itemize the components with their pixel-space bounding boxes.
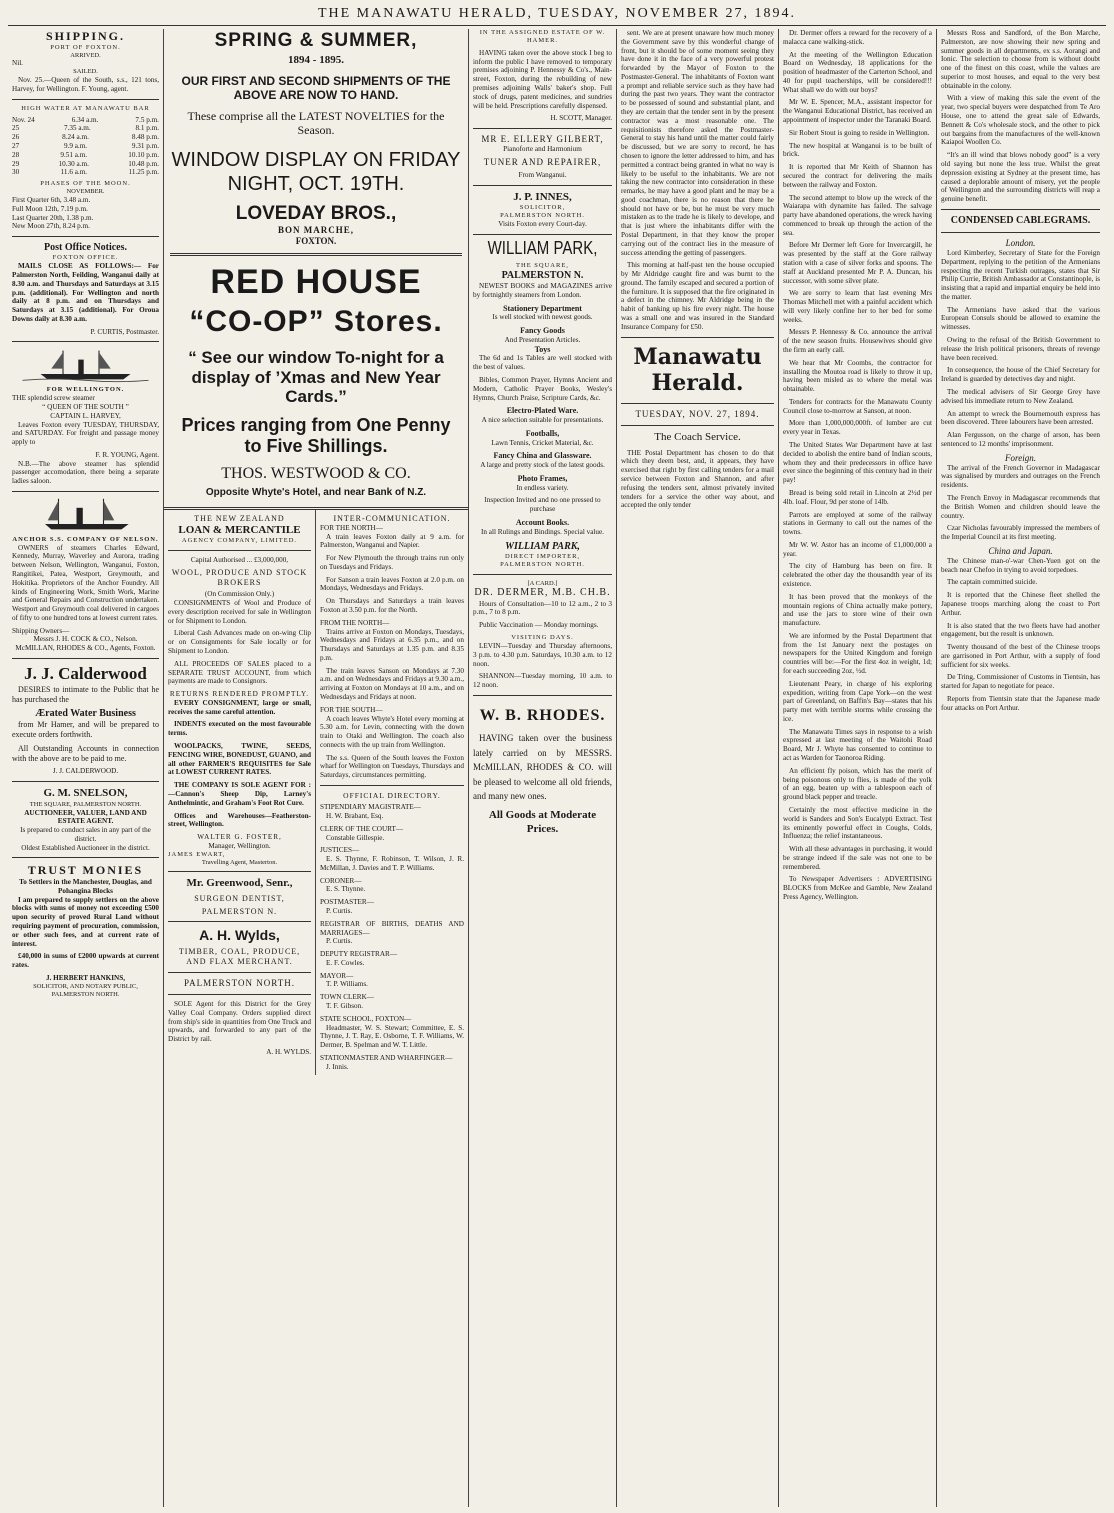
london-1: Lord Kimberley, Secretary of State for the Foreign Department, replying to the petition of the Armenians respecting the recent Turkish outrages, states that Sir Philip Currie, British Ambassador at Constantinople, is insisting that a rapid and impartial enquiry be held into the matter. bbox=[941, 249, 1100, 301]
wylds-text: SOLE Agent for this District for the Grey Valley Coal Company. Orders supplied direct from ship's side in quantities from One Truck and upwards, and forwarded to any part of the District by rail. bbox=[168, 999, 311, 1044]
calderwood-text: DESIRES to intimate to the Public that he has purchased the bbox=[12, 684, 159, 704]
loan-comm: (On Commission Only.) bbox=[204, 590, 275, 599]
directory-office: DEPUTY REGISTRAR— bbox=[320, 950, 398, 959]
column-1 bbox=[8, 29, 164, 1507]
park-6: DIRECT IMPORTER, bbox=[504, 552, 581, 560]
tide-cell: 11.25 p.m. bbox=[128, 168, 159, 177]
inter-south: FOR THE SOUTH— bbox=[320, 705, 383, 714]
tides-heading: HIGH WATER AT MANAWATU BAR bbox=[21, 104, 150, 112]
inter-f2: The train leaves Sanson on Mondays at 7.30 a.m. and on Wednesdays and Fridays at 9.30 a.m., arriving at Foxton on Mondays at 10 a.m., and on Wednesdays and Fridays at noon. bbox=[320, 666, 464, 701]
moon-month: NOVEMBER. bbox=[66, 188, 105, 196]
foot-2: Lawn Tennis, Cricket Material, &c. bbox=[491, 438, 594, 447]
wellington-ship: “ QUEEN OF THE SOUTH ” bbox=[42, 402, 129, 411]
col5-p10: Messrs P. Hennessy & Co. announce the arrival of the new season fruits. Housewives should give the firm an early call. bbox=[783, 328, 932, 354]
directory-office: STIPENDIARY MAGISTRATE— bbox=[320, 803, 421, 812]
moon-heading: PHASES OF THE MOON. bbox=[40, 180, 131, 188]
wylds-role: TIMBER, COAL, PRODUCE, AND FLAX MERCHANT. bbox=[178, 947, 301, 967]
fancy-2: And Presentation Articles. bbox=[504, 335, 581, 344]
trust-sign: J. HERBERT HANKINS, bbox=[45, 973, 126, 982]
innes-3: PALMERSTON NORTH. bbox=[500, 211, 585, 219]
cj-1: The Chinese man-o'-war Chen-Yuen got on the beach near Chefoo in trying to avoid torpedoes. bbox=[941, 556, 1100, 574]
inter-column bbox=[316, 510, 468, 1076]
divider bbox=[621, 403, 774, 404]
cj-4: It is also stated that the two fleets have had another engagement, but the result is unknown. bbox=[941, 621, 1100, 639]
tide-cell: 6.34 a.m. bbox=[71, 115, 99, 124]
directory-holder: H. W. Brabant, Esq. bbox=[326, 811, 384, 820]
foreign-2: The French Envoy in Madagascar recommends that the British Women and children should leave the country. bbox=[941, 493, 1100, 520]
years: 1894 - 1895. bbox=[288, 54, 344, 67]
london-heading: London. bbox=[1005, 238, 1036, 249]
tide-cell: 30 bbox=[12, 168, 20, 177]
divider bbox=[12, 781, 159, 782]
tide-row bbox=[12, 124, 159, 133]
divider bbox=[168, 871, 311, 872]
divider bbox=[621, 425, 774, 426]
snelson-text: Is prepared to conduct sales in any part of the district. bbox=[20, 826, 151, 843]
photo-2: In endless variety. bbox=[516, 483, 569, 492]
post-heading: Post Office Notices. bbox=[43, 242, 128, 254]
tide-row bbox=[12, 168, 159, 177]
directory-holder: Constable Gillespie. bbox=[326, 833, 385, 842]
inter-s1: A coach leaves Whyte's Hotel every morning at 5.30 a.m. for Levin, connecting with the down train to Otaki and Wellington. The coach also connects with the up train from Wellington. bbox=[320, 714, 464, 749]
col5-p19: It has been proved that the monkeys of the mountain regions of China actually make pottery, and use the jars to store wine of their own manufacture. bbox=[783, 592, 932, 628]
toys-2: The 6d and 1s Tables are well stocked with the best of values. bbox=[473, 354, 612, 372]
divider bbox=[320, 785, 464, 786]
loan-ewart: JAMES EWART, bbox=[168, 850, 226, 858]
moon-phase: Last Quarter 20th, 1.38 p.m. bbox=[12, 213, 94, 222]
col5-p21: Lieutenant Peary, in charge of his exploring expedition, writing from Cape York—on the west part of Greenland, on Baffin's Bay—states that his party met with terrible storms while crossing the ice. bbox=[783, 679, 932, 723]
anchor-sig2: McMILLAN, RHODES & CO., Agents, Foxton. bbox=[15, 644, 156, 653]
calderwood-text2: from Mr Hamer, and will be prepared to execute orders forthwith. bbox=[12, 720, 159, 740]
tide-cell: 27 bbox=[12, 142, 20, 150]
column-6 bbox=[937, 29, 1104, 1507]
moon-list bbox=[12, 196, 159, 231]
park-3: PALMERSTON N. bbox=[501, 269, 584, 281]
snelson-text2: Oldest Established Auctioneer in the district. bbox=[21, 843, 150, 852]
col6-p3: “It's an ill wind that blows nobody good” is a very old saying but none the less true. Whilst the great depression existing at Sydney at the present time, has caused a deplorable amount of misery, yet the people of Wellington and the surrounding districts will reap a genuine benefit. bbox=[941, 151, 1100, 204]
divider bbox=[12, 857, 159, 858]
column-2-split bbox=[164, 510, 468, 1076]
loan-capital: Capital Authorised ... £3,000,000, bbox=[190, 556, 289, 565]
stat-2: Is well stocked with newest goods. bbox=[492, 313, 593, 322]
cj-6: De Tring, Commissioner of Customs in Tientsin, has started for Japan to negotiate for peace. bbox=[941, 673, 1100, 691]
col5-p12: Tenders for contracts for the Manawatu County Council close to-morrow at Sanson, at noon. bbox=[783, 397, 932, 415]
col5-p23: An efficient fly poison, which has the merit of being poisonous only to flies, is made of the yolk of an egg, beaten up with a tablespoon each of ground black pepper and treacle. bbox=[783, 766, 932, 802]
directory-office: POSTMASTER— bbox=[320, 898, 374, 907]
loan-column bbox=[164, 510, 316, 1076]
cj-2: The captain committed suicide. bbox=[947, 578, 1038, 587]
cj-3: It is reported that the Chinese fleet shelled the Japanese troops marching along the coast to Port Arthur. bbox=[941, 591, 1100, 617]
tide-cell: 8.1 p.m. bbox=[135, 124, 159, 133]
col4-p3: THE Postal Department has chosen to do that which they deem best, and, it appears, they have exercised that right by first calling tenders for a mail service between Foxton and Shannon, and after refusing the tenders sent, almost privately invited tenders for a service the other way about, and accepted the only tender bbox=[621, 448, 774, 510]
dermer-2: Hours of Consultation—10 to 12 a.m., 2 to 3 p.m., 7 to 8 p.m. bbox=[473, 599, 612, 617]
inter-f1: Trains arrive at Foxton on Mondays, Tuesdays, Wednesdays and Fridays at 6.35 p.m., and on Thursdays and Saturdays at 1.35 p.m. and 8.35 p.m. bbox=[320, 627, 464, 662]
tide-cell: 29 bbox=[12, 159, 20, 168]
arrived-nil: Nil. bbox=[12, 59, 23, 68]
tide-row bbox=[12, 116, 159, 125]
dermer-3: Public Vaccination — Monday mornings. bbox=[479, 621, 599, 630]
divider bbox=[473, 234, 612, 235]
coach-heading: The Coach Service. bbox=[654, 431, 741, 444]
col5-p15: Bread is being sold retail in Lincoln at 2½d per 4lb. loaf. Flour, 9d per stone of 14lb. bbox=[783, 488, 932, 506]
snelson-sub: THE SQUARE, PALMERSTON NORTH. bbox=[29, 800, 142, 808]
directory-holder: T. F. Gibson. bbox=[326, 1002, 364, 1011]
anchor-text: OWNERS of steamers Charles Edward, Kennedy, Murray, Waverley and Aurora, trading between Nelson, Wellington, Wanganui, Foxton, Rangitikei, Patea, Westport, Greymouth, and Hokitika. Proprietors of the Anchor Foundry. All kinds of Engineering Work, Smith Work, Marine and General Repairs and Construction undertaken. Westport and Greymouth coal delivered in cargoes of fifty to one hundred tons at lowest current rates. bbox=[12, 543, 159, 622]
divider bbox=[941, 232, 1100, 233]
divider bbox=[168, 994, 311, 995]
loan-p2: Liberal Cash Advances made on on-wing Clip or on Consignments for Sale locally or for Shipment to London. bbox=[168, 629, 311, 656]
tide-cell: 7.35 a.m. bbox=[63, 124, 91, 133]
loan-l3: AGENCY COMPANY, LIMITED. bbox=[181, 537, 298, 545]
loan-ewart2: Travelling Agent, Masterton. bbox=[201, 858, 278, 866]
trust-sign3: PALMERSTON NORTH. bbox=[51, 990, 120, 998]
park-2: THE SQUARE, bbox=[516, 261, 569, 269]
loan-l1: THE NEW ZEALAND bbox=[194, 513, 285, 523]
loan-l2: LOAN & MERCANTILE bbox=[178, 523, 301, 536]
divider bbox=[170, 253, 462, 256]
divider bbox=[473, 695, 612, 696]
tide-cell: 28 bbox=[12, 150, 20, 159]
loan-sign: WALTER G. FOSTER, bbox=[197, 833, 282, 842]
directory-office: REGISTRAR OF BIRTHS, DEATHS AND MARRIAGES— bbox=[320, 919, 464, 937]
london-6: An attempt to wreck the Bournemouth express has been discovered. Three labourers have been arrested. bbox=[941, 409, 1100, 427]
divider bbox=[12, 491, 159, 492]
tide-cell: 26 bbox=[12, 133, 20, 142]
col5-p9: We are sorry to learn that last evening Mrs Thomas Mitchell met with a painful accident which will very likely confine her to her bed for some weeks. bbox=[783, 289, 932, 324]
bon-marche: BON MARCHE, bbox=[278, 225, 354, 236]
column-2 bbox=[164, 29, 469, 1507]
directory-office: MAYOR— bbox=[320, 971, 354, 980]
divider bbox=[12, 99, 159, 100]
tide-cell: Nov. 24 bbox=[12, 115, 35, 124]
red-house: RED HOUSE bbox=[210, 263, 422, 302]
post-sub: FOXTON OFFICE. bbox=[52, 254, 119, 262]
directory-office: STATIONMASTER AND WHARFINGER— bbox=[320, 1053, 453, 1062]
trust-text2: I am prepared to supply settlers on the above blocks with sums of money not exceeding £500 upon security of proved Rural Land without requiring payment of procuration, commission, or other such fees, and at current rate of interest. bbox=[12, 895, 159, 948]
col5-p20: We are informed by the Postal Department that from the 1st January next the postages on newspapers for the United Kingdom and foreign countries will be:—For the first 4oz in weight, 1d; for each succeeding 2oz, ½d. bbox=[783, 631, 932, 675]
trust-heading: TRUST MONIES bbox=[27, 863, 144, 878]
col6-p1: Messrs Ross and Sandford, of the Bon Marche, Palmerston, are now showing their new spring and summer goods in all departments, ex s.s. Aorangi and Ionic. The selection to choose from is without doubt one of the finest on this coast, while the values are superior to most houses, and equal to the very best obtainable in the colony. bbox=[941, 29, 1100, 90]
opposite: Opposite Whyte's Hotel, and near Bank of N.Z. bbox=[205, 486, 427, 498]
col5-p22: The Manawatu Times says in response to a wish expressed at last meeting of the Waitohi Road Board, Mr J. Whyte has consented to continue to act as Warden for Taonoroa Riding. bbox=[783, 727, 932, 763]
toys: Toys bbox=[534, 344, 551, 354]
col5-p5: The new hospital at Wanganui is to be built of brick. bbox=[783, 141, 932, 159]
london-3: Owing to the refusal of the British Government to release the Irish political prisoners, threats of revenge have been received. bbox=[941, 336, 1100, 362]
col5-p7: The second attempt to blow up the wreck of the Waiarapa with dynamite has failed. The salvage party have abandoned operations, the wreck having commenced to break up through the action of the sea. bbox=[783, 193, 932, 237]
china: Fancy China and Glassware. bbox=[493, 451, 592, 461]
col5-p17: Mr W. W. Astor has an income of £1,000,000 a year. bbox=[783, 540, 932, 558]
arrived-label: ARRIVED. bbox=[70, 51, 101, 59]
gilbert-2: Pianoforte and Harmonium bbox=[503, 145, 582, 154]
directory-holder: E. S. Thynne, F. Robinson, T. Wilson, J. R. McMillan, J. Davies and T. P. Williams. bbox=[320, 855, 464, 872]
electro-2: A nice selection suitable for presentations. bbox=[481, 416, 604, 425]
china-2: A large and pretty stock of the latest goods. bbox=[480, 461, 605, 470]
divider bbox=[168, 921, 311, 922]
directory-holder: P. Curtis. bbox=[326, 937, 353, 946]
visit-head: VISITING DAYS. bbox=[511, 634, 574, 642]
directory-holder: E. S. Thynne. bbox=[326, 885, 366, 894]
moon-phase: Full Moon 12th, 7.19 p.m. bbox=[12, 204, 88, 213]
loan-p6: INDENTS executed on the most favourable terms. bbox=[168, 720, 311, 738]
novelties: These comprise all the LATEST NOVELTIES for the Season. bbox=[187, 108, 445, 138]
divider bbox=[473, 128, 612, 129]
acc-2: In all Rulings and Bindings. Special value. bbox=[481, 527, 604, 536]
calderwood-text3: All Outstanding Accounts in connection with the above are to be paid to me. bbox=[12, 743, 159, 763]
inter-fromnorth: FROM THE NORTH— bbox=[320, 618, 390, 627]
wellington-captain: CAPTAIN L. HARVEY, bbox=[50, 411, 121, 420]
herald-masthead: Manawatu Herald. bbox=[633, 343, 762, 397]
foot: Footballs, bbox=[525, 428, 560, 438]
calderwood-aer: Ærated Water Business bbox=[35, 708, 136, 720]
tide-cell: 7.5 p.m. bbox=[135, 115, 159, 124]
directory-office: STATE SCHOOL, FOXTON— bbox=[320, 1014, 412, 1023]
visit-3: SHANNON—Tuesday morning, 10 a.m. to 12 noon. bbox=[473, 672, 612, 690]
hamer-sign: H. SCOTT, Manager. bbox=[550, 114, 612, 123]
electro: Electro-Plated Ware. bbox=[506, 406, 579, 416]
col5-p11: We hear that Mr Coombs, the contractor for installing the Moutoa road is likely to throw it up, having been misled as to where the metal was obtainable. bbox=[783, 358, 932, 394]
park-name: WILLIAM PARK, bbox=[487, 237, 598, 259]
gilbert-4: From Wanganui. bbox=[518, 170, 567, 179]
col6-p2: With a view of making this sale the event of the year, two special buyers were despatched from Te Aro House, one to attend the great sale of Edwards, Bennett & Co's wholesale stock, and the other to pick out bargains from the manufactures of the well-known Kaiapoi Woollen Co. bbox=[941, 94, 1100, 147]
london-7: Alan Fergusson, on the charge of arson, has been sentenced to 12 months' imprisonment. bbox=[941, 431, 1100, 448]
divider bbox=[168, 972, 311, 973]
assigned-heading: IN THE ASSIGNED ESTATE OF W. HAMER. bbox=[479, 29, 606, 44]
col5-p2: At the meeting of the Wellington Education Board on Wednesday, 18 applications for the position of headmaster of the Carterton School, and 40 for pupil teacherships, will be considered!!! What shall we do with our boys? bbox=[783, 50, 932, 94]
cablegrams-heading: CONDENSED CABLEGRAMS. bbox=[950, 214, 1091, 226]
dermer-tag: [A CARD.] bbox=[527, 579, 558, 587]
shipments: OUR FIRST AND SECOND SHIPMENTS OF THE ABOVE ARE NOW TO HAND. bbox=[181, 73, 451, 103]
snelson-roles: AUCTIONEER, VALUER, LAND AND ESTATE AGENT. bbox=[24, 808, 147, 826]
inter-n1: A train leaves Foxton daily at 9 a.m. for Palmerston, Wanganui and Napier. bbox=[320, 532, 464, 550]
inter-s2: The s.s. Queen of the South leaves the Foxton wharf for Wellington on Tuesdays, Thursdays and Saturdays, circumstances permitting. bbox=[320, 753, 464, 780]
china-japan-heading: China and Japan. bbox=[988, 545, 1053, 556]
anchor-sig1: Messrs J. H. COCK & CO., Nelson. bbox=[33, 635, 138, 644]
loan-p5: EVERY CONSIGNMENT, large or small, receives the same careful attention. bbox=[168, 698, 311, 716]
loan-p7: WOOLPACKS, TWINE, SEEDS, FENCING WIRE, BONEDUST, GUANO, and all other FARMER'S REQUISITES for Sale at LOWEST CURRENT RATES. bbox=[168, 742, 311, 777]
divider bbox=[168, 550, 311, 551]
moon-phase: New Moon 27th, 8.24 p.m. bbox=[12, 222, 90, 231]
col5-p1: Dr. Dermer offers a reward for the recovery of a malacca cane walking-stick. bbox=[783, 29, 932, 46]
tide-cell: 10.48 p.m. bbox=[128, 159, 159, 168]
wylds-place: PALMERSTON NORTH. bbox=[184, 977, 295, 988]
park-7: PALMERSTON NORTH. bbox=[500, 560, 585, 568]
park-5: WILLIAM PARK, bbox=[505, 540, 580, 552]
col5-p26: To Newspaper Advertisers : ADVERTISING BLOCKS from McKee and Gamble, New Zealand Press Agency, Wellington. bbox=[783, 875, 932, 901]
loan-p9: Offices and Warehouses—Featherston-street, Wellington. bbox=[168, 811, 311, 829]
loan-wool: WOOL, PRODUCE AND STOCK BROKERS bbox=[171, 567, 308, 587]
moon-phase: First Quarter 6th, 3.48 a.m. bbox=[12, 195, 91, 204]
inter-n2: For New Plymouth the through trains run only on Tuesdays and Fridays. bbox=[320, 554, 464, 571]
greenwood-role: SURGEON DENTIST, bbox=[194, 893, 285, 903]
stat: Stationery Department bbox=[503, 303, 582, 313]
directory-list bbox=[320, 803, 464, 1071]
divider bbox=[12, 236, 159, 237]
dermer-name: DR. DERMER, M.B. CH.B. bbox=[474, 587, 611, 599]
steamer-icon bbox=[12, 347, 159, 383]
directory-holder: Headmaster, W. S. Stewart; Committee, E. S. Thynne, J. T. Ray, E. Osborne, T. F. Williams, W. Dermer, B. Spelman and W. T. Little. bbox=[320, 1023, 464, 1050]
gilbert-name: MR E. ELLERY GILBERT, bbox=[481, 134, 604, 145]
window-display: WINDOW DISPLAY ON FRIDAY NIGHT, OCT. 19TH. bbox=[171, 149, 461, 196]
loveday: LOVEDAY BROS., bbox=[235, 203, 397, 225]
spring-heading: SPRING & SUMMER, bbox=[214, 30, 418, 51]
prices: Prices ranging from One Penny to Five Shillings. bbox=[181, 414, 451, 456]
see-window: “ See our window To-night for a display of ’Xmas and New Year Cards.” bbox=[188, 348, 444, 407]
post-sign: P. CURTIS, Postmaster. bbox=[90, 327, 159, 336]
tide-cell: 10.10 p.m. bbox=[128, 150, 159, 159]
calderwood-heading: J. J. Calderwood bbox=[24, 664, 147, 684]
photo: Photo Frames, bbox=[517, 473, 568, 483]
loan-sign2: Manager, Wellington. bbox=[208, 841, 271, 850]
directory-office: CLERK OF THE COURT— bbox=[320, 824, 404, 833]
rhodes-name: W. B. RHODES. bbox=[479, 706, 606, 724]
inspect: Inspection Invited and no one pressed to purchase bbox=[484, 496, 601, 514]
inter-north: FOR THE NORTH— bbox=[320, 523, 383, 532]
london-4: In consequence, the house of the Chief Secretary for Ireland is guarded by detectives day and night. bbox=[941, 366, 1100, 384]
masthead: THE MANAWATU HERALD, TUESDAY, NOVEMBER 27, 1894. bbox=[8, 6, 1106, 26]
foreign-heading: Foreign. bbox=[1005, 452, 1036, 463]
tide-cell: 10.30 a.m. bbox=[58, 159, 89, 168]
london-2: The Armenians have asked that the various European Consuls should be allowed to examine the witnesses. bbox=[941, 305, 1100, 332]
rhodes-text: HAVING taken over the business lately carried on by MESSRS. McMILLAN, RHODES & CO. will be pleased to welcome all old friends, and many new ones. bbox=[473, 733, 612, 801]
directory-office: TOWN CLERK— bbox=[320, 993, 374, 1002]
foreign-3: Czar Nicholas favourably impressed the members of the Imperial Council at its first meeting. bbox=[941, 524, 1100, 542]
column-5 bbox=[779, 29, 937, 1507]
divider bbox=[12, 341, 159, 342]
sailed-text: Nov. 25.—Queen of the South, s.s., 121 tons, Harvey, for Wellington. F. Young, agent. bbox=[12, 76, 159, 93]
cj-5: Twenty thousand of the best of the Chinese troops are garrisoned in Port Arthur, with a supply of food sufficient for six weeks. bbox=[941, 643, 1100, 669]
rhodes-prices: All Goods at Moderate Prices. bbox=[488, 809, 597, 835]
trust-sign2: SOLICITOR, AND NOTARY PUBLIC, bbox=[33, 982, 138, 990]
innes-2: SOLICITOR, bbox=[519, 204, 566, 211]
trust-text: To Settlers in the Manchester, Douglas, and Pohangina Blocks bbox=[19, 878, 152, 895]
column-4 bbox=[617, 29, 779, 1507]
innes-4: Visits Foxton every Court-day. bbox=[498, 219, 587, 228]
col5-p6: It is reported that Mr Keith of Shannon has secured the contract for delivering the mails between the railway and Foxton. bbox=[783, 163, 932, 189]
cj-7: Reports from Tientsin state that the Japanese made four attacks on Port Arthur. bbox=[941, 694, 1100, 712]
bibles: Bibles, Common Prayer, Hymns Ancient and Modern, Catholic Prayer Books, Wesley's Hymns, Church Praise, Scripture Cards, &c. bbox=[473, 375, 612, 402]
innes-name: J. P. INNES, bbox=[513, 190, 572, 203]
shipping-heading: SHIPPING. bbox=[45, 29, 125, 43]
tide-cell: 9.51 a.m. bbox=[60, 150, 88, 159]
snelson-heading: G. M. SNELSON, bbox=[43, 787, 128, 800]
directory-holder: T. P. Williams. bbox=[326, 980, 368, 989]
col5-p14: The United States War Department have at last decided to abolish the entire band of Indian scouts, whom they and their predecessors in office have ever since the beginning of this century had in their pay! bbox=[783, 441, 932, 485]
directory-head: OFFICIAL DIRECTORY. bbox=[343, 791, 441, 801]
port-label: PORT OF FOXTON. bbox=[50, 43, 121, 51]
tide-cell: 9.9 a.m. bbox=[63, 142, 88, 150]
wylds-sign: A. H. WYLDS. bbox=[266, 1047, 311, 1056]
loan-p3: ALL PROCEEDS OF SALES placed to a SEPARATE TRUST ACCOUNT, from which payments are made to Consignors. bbox=[168, 659, 311, 686]
gilbert-3: TUNER AND REPAIRER, bbox=[483, 156, 602, 167]
london-5: The medical advisers of Sir George Grey have advised his immediate return to New Zealand. bbox=[941, 387, 1100, 405]
foxton: FOXTON. bbox=[295, 236, 337, 247]
greenwood-name: Mr. Greenwood, Senr., bbox=[186, 877, 293, 890]
columns bbox=[8, 29, 1106, 1507]
hamer-text: HAVING taken over the above stock I beg to inform the public I have removed to temporary premises adjoining P. Hennessy & Co's., Main-street, Foxton, during the rebuilding of new premises adjoining Walls' baker's shop. Full stock of drugs, patent medicines, and sundries will be held. Prescriptions carefully dispensed. bbox=[473, 48, 612, 110]
tide-cell: 8.48 p.m. bbox=[131, 133, 159, 142]
foreign-1: The arrival of the French Governor in Madagascar was signalised by murders and outrages on the French residents. bbox=[941, 463, 1100, 490]
wellington-agent: F. R. YOUNG, Agent. bbox=[95, 450, 159, 459]
directory-office: JUSTICES— bbox=[320, 846, 360, 855]
col5-p13: More than 1,000,000,000ft. of lumber are cut every year in Texas. bbox=[783, 419, 932, 437]
wellington-text: Leaves Foxton every TUESDAY, THURSDAY, and SATURDAY. For freight and passage money apply to bbox=[12, 420, 159, 447]
anchor-steamer-icon bbox=[12, 497, 159, 533]
col5-p4: Sir Robert Stout is going to reside in Wellington. bbox=[789, 128, 930, 137]
directory-holder: E. F. Cowles. bbox=[326, 958, 365, 967]
sailed-label: SAILED. bbox=[73, 68, 98, 76]
wylds-name: A. H. Wylds, bbox=[199, 927, 280, 944]
westwood: THOS. WESTWOOD & CO. bbox=[221, 465, 411, 483]
divider bbox=[12, 658, 159, 659]
tide-cell: 9.31 p.m. bbox=[131, 142, 159, 150]
loan-p8: THE COMPANY IS SOLE AGENT FOR :—Cannon's Sheep Dip, Larney's Anthelmintic, and Graham's Foot Rot Cure. bbox=[168, 781, 311, 807]
tide-cell: 11.6 a.m. bbox=[60, 168, 88, 177]
inter-n4: On Thursdays and Saturdays a train leaves Foxton at 3.50 p.m. for the North. bbox=[320, 597, 464, 614]
tide-row bbox=[12, 160, 159, 169]
directory-holder: P. Curtis. bbox=[326, 906, 353, 915]
anchor-owners: Shipping Owners— bbox=[12, 626, 70, 635]
calderwood-sign: J. J. CALDERWOOD. bbox=[52, 767, 119, 776]
inter-head: INTER-COMMUNICATION. bbox=[333, 513, 451, 523]
col5-p8: Before Mr Dermer left Gore for Invercargill, he was presented by the staff at the Gore railway station with a case of silver forks and spoons. The staff at Auckland presented Mr P. A. Duncan, his successor, with some silver plate. bbox=[783, 241, 932, 285]
directory-office: CORONER— bbox=[320, 876, 362, 885]
col4-p1: sent. We are at present unaware how much money the Government save by this wonderful change of front, but it should be of some moment seeing they have done it in the face of a very powerful protest forwarded by the Mayor of Foxton to the Postmaster-General. The inhabitants of Foxton want a prompt and reliable service such as they have had during the past two years. They want the contractor to be possessed of sound and substantial plant, and they are certain that the tender sent in by the present contractor was a most reasonable one. The requisitionists therefore asked the Postmaster-General to stay his hand until the matter could fairly be discussed, but we are sorry to record, he has chosen to ignore the letter addressed to him, and has permitted a contract being granted in what no way is likely to be useful to the inhabitants. We are not taking the new contractor into consideration in these remarks, he may have a good plant and he may be a good coachman, there is no reason that there he should not have or be, but he must be very much mistaken as to the trade he is likely to develope, and that is just where the inhabitants differ with the Postal Department, in that they know the proper carrying out of the contract lies in the measure of success attending the getting of passengers. bbox=[621, 29, 774, 257]
fancy: Fancy Goods bbox=[520, 326, 565, 336]
greenwood-place: PALMERSTON N. bbox=[201, 906, 278, 916]
tide-cell: 8.24 a.m. bbox=[62, 133, 89, 142]
acc: Account Books. bbox=[515, 518, 570, 527]
loan-p4: RETURNS RENDERED PROMPTLY. bbox=[169, 690, 310, 699]
inter-n3: For Sanson a train leaves Foxton at 2.0 p.m. on Mondays, Wednesdays and Fridays. bbox=[320, 575, 464, 593]
col5-p18: The city of Hamburg has been on fire. It celebrated the other day the thousandth year of its existence. bbox=[783, 562, 932, 588]
divider bbox=[941, 209, 1100, 210]
tide-row bbox=[12, 142, 159, 151]
visit-2: LEVIN—Tuesday and Thursday afternoons, 3 p.m. to 4.30 p.m. Saturdays, 10.30 a.m. to 12 noon. bbox=[473, 641, 612, 668]
tide-row bbox=[12, 151, 159, 160]
park-4: NEWEST BOOKS and MAGAZINES arrive by fortnightly steamers from London. bbox=[473, 282, 612, 299]
column-3 bbox=[469, 29, 617, 1507]
post-text: MAILS CLOSE AS FOLLOWS:— For Palmerston North, Feilding, Wanganui daily at 8.30 a.m. and Thursdays and Saturdays at 3.15 p.m. (additional). For Wellington and north daily at 8 p.m. and on Thursdays and Saturdays at 3.15 (additional). For Oroua Downs daily at 8.30 a.m. bbox=[12, 262, 159, 323]
col5-p3: Mr W. E. Spencer, M.A., assistant inspector for the Wanganui Educational District, has received an appointment of inspector under the Taranaki Board. bbox=[783, 98, 932, 125]
col5-p25: With all these advantages in purchasing, it would be strange indeed if the sale was not one to be remembered. bbox=[783, 845, 932, 871]
directory-holder: J. Innis. bbox=[326, 1062, 349, 1071]
anchor-heading: ANCHOR S.S. COMPANY OF NELSON. bbox=[12, 535, 159, 543]
tides-table bbox=[12, 116, 159, 177]
divider bbox=[473, 185, 612, 186]
tide-cell: 25 bbox=[12, 124, 20, 133]
wellington-heading: FOR WELLINGTON. bbox=[46, 386, 125, 394]
tide-row bbox=[12, 133, 159, 142]
wellington-nb: N.B.—The above steamer has splendid passenger accomodation, there being a separate ladies saloon. bbox=[12, 459, 159, 486]
coop-stores: “CO-OP” Stores. bbox=[189, 304, 443, 338]
col5-p16: Parrots are employed at some of the railway stations in Germany to call out the names of the towns. bbox=[783, 510, 932, 537]
loan-p1: CONSIGNMENTS of Wool and Produce of every description received for sale in Wellington or for Shipment to London. bbox=[168, 599, 311, 625]
divider bbox=[621, 337, 774, 338]
herald-date: TUESDAY, NOV. 27, 1894. bbox=[635, 409, 760, 420]
col5-p24: Certainly the most effective medicine in the world is Sanders and Son's Eucalypti Extract. Test its eminently powerful effect in Coughs, Colds, Influenza; the relief instantaneous. bbox=[783, 805, 932, 841]
divider bbox=[473, 574, 612, 575]
trust-text3: £40,000 in sums of £2000 upwards at current rates. bbox=[12, 952, 159, 970]
wellington-l1: THE splendid screw steamer bbox=[12, 394, 95, 403]
col4-p2: This morning at half-past ten the house occupied by Mr Aldridge caught fire and was burnt to the ground. The family escaped and secured a portion of the furniture. It is supposed that the fire originated in a defect in the chimney. Mr Aldridge being in the habit of banking up his fire every night. The house was a small one and was insured in the Standard Insurance Company for £50. bbox=[621, 261, 774, 331]
